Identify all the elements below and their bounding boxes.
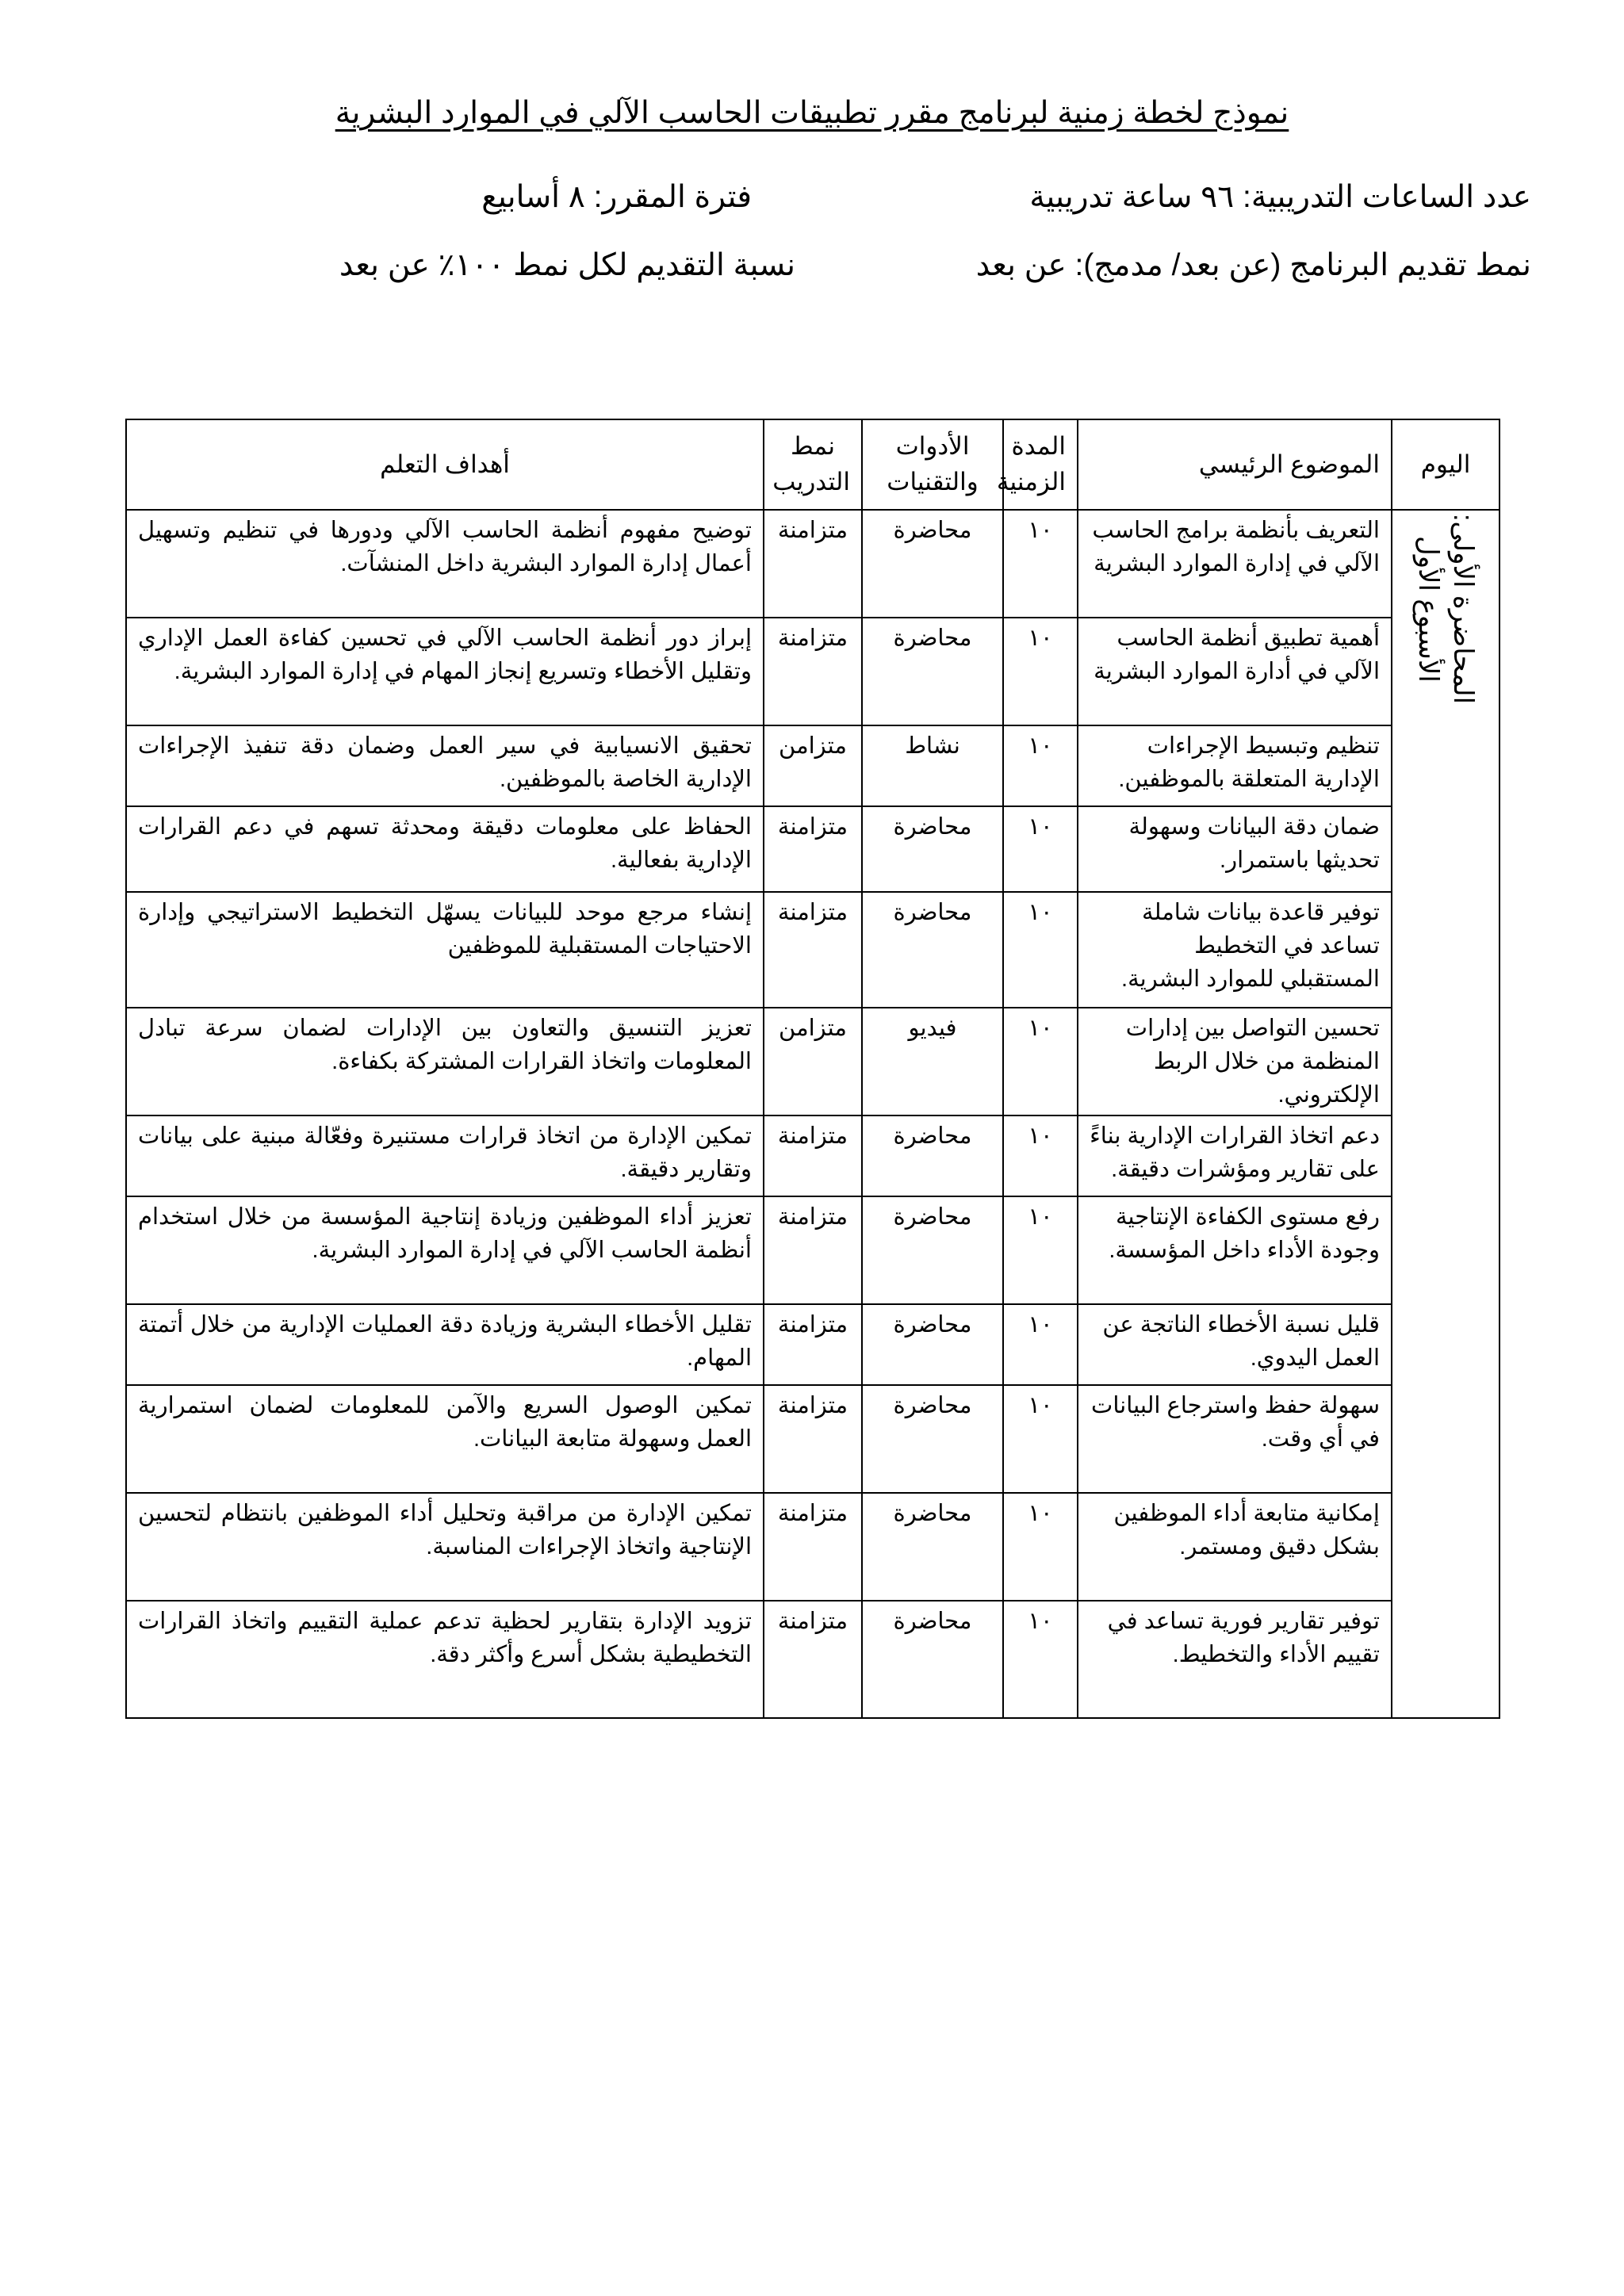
table-row	[126, 892, 1500, 1008]
mode-cell: متزامنة	[764, 806, 862, 892]
schedule-table	[125, 419, 1500, 1719]
goals-cell: إنشاء مرجع موحد للبيانات يسهّل التخطيط الاستراتيجي وإدارة الاحتياجات المستقبلية للموظفين	[126, 892, 764, 1008]
topic-cell: التعريف بأنظمة برامج الحاسب الآلي في إدارة الموارد البشرية	[1078, 510, 1392, 618]
mode-cell: متزامنة	[764, 618, 862, 725]
document-title: نموذج لخطة زمنية لبرنامج مقرر تطبيقات الحاسب الآلي في الموارد البشرية	[335, 96, 1289, 130]
topic-cell: توفير تقارير فورية تساعد في تقييم الأداء والتخطيط.	[1078, 1601, 1392, 1718]
tools-cell: محاضرة	[862, 1304, 1003, 1385]
mode-cell: متزامنة	[764, 1493, 862, 1601]
header-tools: الأدوات والتقنيات	[862, 419, 1003, 510]
mode-cell: متزامنة	[764, 892, 862, 1008]
tools-cell: محاضرة	[862, 1196, 1003, 1304]
day-label-week: الأسبوع الأول	[1413, 535, 1443, 683]
goals-cell: تحقيق الانسيابية في سير العمل وضمان دقة تنفيذ الإجراءات الإدارية الخاصة بالموظفين.	[126, 725, 764, 806]
topic-cell: ضمان دقة البيانات وسهولة تحديثها باستمرار.	[1078, 806, 1392, 892]
table-row	[126, 1493, 1500, 1601]
tools-cell: محاضرة	[862, 1601, 1003, 1718]
goals-cell: توضيح مفهوم أنظمة الحاسب الآلي ودورها في تنظيم وتسهيل أعمال إدارة الموارد البشرية داخل المنشآت.	[126, 510, 764, 618]
duration-cell: ١٠	[1003, 892, 1078, 1008]
topic-cell: توفير قاعدة بيانات شاملة تساعد في التخطيط المستقبلي للموارد البشرية.	[1078, 892, 1392, 1008]
header-duration: المدة الزمنية	[1003, 419, 1078, 510]
tools-cell: محاضرة	[862, 892, 1003, 1008]
tools-cell: محاضرة	[862, 510, 1003, 618]
tools-cell: محاضرة	[862, 1493, 1003, 1601]
goals-cell: تقليل الأخطاء البشرية وزيادة دقة العمليات الإدارية من خلال أتمتة المهام.	[126, 1304, 764, 1385]
header-mode: نمط التدريب	[764, 419, 862, 510]
duration-cell: ١٠	[1003, 725, 1078, 806]
duration-cell: ١٠	[1003, 1196, 1078, 1304]
table-row	[126, 1115, 1500, 1196]
goals-cell: تعزيز التنسيق والتعاون بين الإدارات لضمان سرعة تبادل المعلومات واتخاذ القرارات المشتركة بكفاءة.	[126, 1008, 764, 1115]
tools-cell: محاضرة	[862, 806, 1003, 892]
mode-cell: متزامنة	[764, 510, 862, 618]
table-row	[126, 1196, 1500, 1304]
day-cell	[1392, 510, 1500, 1718]
duration-cell: ١٠	[1003, 1115, 1078, 1196]
duration-cell: ١٠	[1003, 510, 1078, 618]
day-label	[1411, 514, 1480, 704]
goals-cell: الحفاظ على معلومات دقيقة ومحدثة تسهم في دعم القرارات الإدارية بفعالية.	[126, 806, 764, 892]
mode-cell: متزامن	[764, 725, 862, 806]
goals-cell: إبراز دور أنظمة الحاسب الآلي في تحسين كفاءة العمل الإداري وتقليل الأخطاء وتسريع إنجاز المهام في إدارة الموارد البشرية.	[126, 618, 764, 725]
duration-cell: ١٠	[1003, 618, 1078, 725]
header-goals: أهداف التعلم	[126, 419, 764, 510]
mode-cell: متزامن	[764, 1008, 862, 1115]
goals-cell: تمكين الإدارة من اتخاذ قرارات مستنيرة وفعّالة مبنية على بيانات وتقارير دقيقة.	[126, 1115, 764, 1196]
header-topic: الموضوع الرئيسي	[1078, 419, 1392, 510]
mode-cell: متزامنة	[764, 1196, 862, 1304]
mode-cell: متزامنة	[764, 1385, 862, 1493]
goals-cell: تمكين الوصول السريع والآمن للمعلومات لضمان استمرارية العمل وسهولة متابعة البيانات.	[126, 1385, 764, 1493]
table-row	[126, 1304, 1500, 1385]
duration-cell: ١٠	[1003, 1601, 1078, 1718]
topic-cell: أهمية تطبيق أنظمة الحاسب الآلي في أدارة الموارد البشرية	[1078, 618, 1392, 725]
tools-cell: محاضرة	[862, 1385, 1003, 1493]
topic-cell: قليل نسبة الأخطاء الناتجة عن العمل اليدوي.	[1078, 1304, 1392, 1385]
topic-cell: سهولة حفظ واسترجاع البيانات في أي وقت.	[1078, 1385, 1392, 1493]
schedule-body	[126, 510, 1500, 1718]
table-row	[126, 725, 1500, 806]
tools-cell: محاضرة	[862, 618, 1003, 725]
header-day: اليوم	[1392, 419, 1500, 510]
goals-cell: تزويد الإدارة بتقارير لحظية تدعم عملية التقييم واتخاذ القرارات التخطيطية بشكل أسرع وأكثر دقة.	[126, 1601, 764, 1718]
goals-cell: تعزيز أداء الموظفين وزيادة إنتاجية المؤسسة من خلال استخدام أنظمة الحاسب الآلي في إدارة الموارد البشرية.	[126, 1196, 764, 1304]
tools-cell: محاضرة	[862, 1115, 1003, 1196]
table-row	[126, 1008, 1500, 1115]
mode-cell: متزامنة	[764, 1601, 862, 1718]
mode-cell: متزامنة	[764, 1115, 862, 1196]
goals-cell: تمكين الإدارة من مراقبة وتحليل أداء الموظفين بانتظام لتحسين الإنتاجية واتخاذ الإجراءات المناسبة.	[126, 1493, 764, 1601]
tools-cell: نشاط	[862, 725, 1003, 806]
table-row	[126, 510, 1500, 618]
duration-cell: ١٠	[1003, 1385, 1078, 1493]
delivery-ratio: نسبة التقديم لكل نمط ١٠٠٪ عن بعد	[339, 248, 795, 282]
table-header-row	[126, 419, 1500, 510]
topic-cell: تحسين التواصل بين إدارات المنظمة من خلال الربط الإلكتروني.	[1078, 1008, 1392, 1115]
table-row	[126, 806, 1500, 892]
delivery-mode: نمط تقديم البرنامج (عن بعد/ مدمج): عن بعد	[975, 248, 1531, 282]
tools-cell: فيديو	[862, 1008, 1003, 1115]
day-label-lecture: المحاضرة الأولى:	[1448, 514, 1479, 705]
topic-cell: رفع مستوى الكفاءة الإنتاجية وجودة الأداء داخل المؤسسة.	[1078, 1196, 1392, 1304]
table-row	[126, 618, 1500, 725]
topic-cell: إمكانية متابعة أداء الموظفين بشكل دقيق ومستمر.	[1078, 1493, 1392, 1601]
mode-cell: متزامنة	[764, 1304, 862, 1385]
topic-cell: دعم اتخاذ القرارات الإدارية بناءً على تقارير ومؤشرات دقيقة.	[1078, 1115, 1392, 1196]
duration-cell: ١٠	[1003, 1008, 1078, 1115]
training-hours: عدد الساعات التدريبية: ٩٦ ساعة تدريبية	[1029, 180, 1531, 214]
duration-cell: ١٠	[1003, 1304, 1078, 1385]
table-row	[126, 1385, 1500, 1493]
duration-cell: ١٠	[1003, 806, 1078, 892]
topic-cell: تنظيم وتبسيط الإجراءات الإدارية المتعلقة بالموظفين.	[1078, 725, 1392, 806]
table-row	[126, 1601, 1500, 1718]
duration-cell: ١٠	[1003, 1493, 1078, 1601]
course-period: فترة المقرر: ٨ أسابيع	[481, 180, 752, 214]
